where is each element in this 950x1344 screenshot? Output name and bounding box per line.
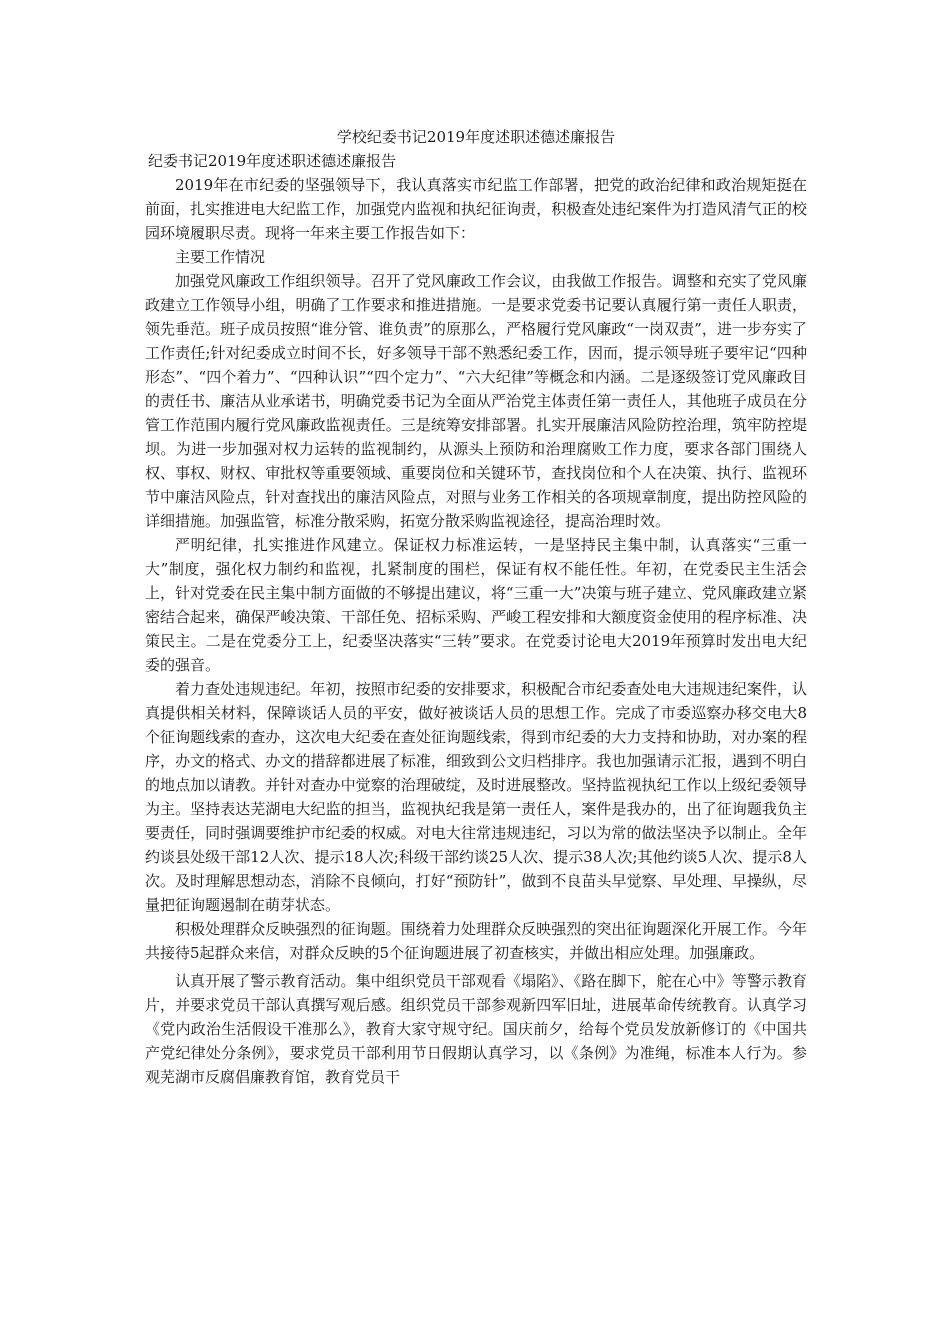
paragraph-discipline: 严明纪律，扎实推进作风建立。保证权力标准运转，一是坚持民主集中制，认真落实“三重一大”制度，强化权力制约和监视，扎紧制度的围栏，保证有权不能任性。年初，在党委民主生活会上，针对党委在民主集中制方面做的不够提出建议，将“三重一大”决策与班子建立、党风廉政建立紧密结合起来，确保严峻决策、干部任免、招标采购、严峻工程安排和大额度资金使用的程序标准、决策民主。二是在党委分工上，纪委坚决落实“三转”要求。在党委讨论电大2019年预算时发出电大纪委的强音。 [145, 536, 807, 674]
document-subtitle: 纪委书记2019年度述职述德述廉报告 [148, 152, 397, 170]
paragraph-organization: 加强党风廉政工作组织领导。召开了党风廉政工作会议，由我做工作报告。调整和充实了党风廉政建立工作领导小组，明确了工作要求和推进措施。一是要求党委书记要认真履行第一责任人职责，领先垂范。班子成员按照“谁分管、谁负责”的原那么，严格履行党风廉政“一岗双责”，进一步夯实了工作责任;针对纪委成立时间不长，好多领导干部不熟悉纪委工作，因而，提示领导班子要牢记“四种形态”、“四个着力”、“四种认识”“四个定力”、“六大纪律”等概念和内涵。二是逐级签订党风廉政目的责任书、廉洁从业承诺书，明确党委书记为全面从严治党主体责任第一责任人，其他班子成员在分管工作范围内履行党风廉政监视责任。三是统筹安排部署。扎实开展廉洁风险防控治理，筑牢防控堤坝。为进一步加强对权力运转的监视制约，从源头上预防和治理腐败工作力度，要求各部门围绕人权、事权、财权、审批权等重要领域、重要岗位和关键环节，查找岗位和个人在决策、执行、监视环节中廉洁风险点，针对查找出的廉洁风险点，对照与业务工作相关的各项规章制度，提出防控风险的详细措施。加强监管，标准分散采购，拓宽分散采购监视途径，提高治理时效。 [145, 272, 807, 530]
paragraph-education: 认真开展了警示教育活动。集中组织党员干部观看《塌陷》、《路在脚下，舵在心中》等警示教育片，并要求党员干部认真撰写观后感。组织党员干部参观新四军旧址，进展革命传统教育。认真学习《党内政治生活假设干准那么》，教育大家守规守纪。国庆前夕，给每个党员发放新修订的《中国共产党纪律处分条例》，要求党员干部利用节日假期认真学习，以《条例》为准绳，标准本人行为。参观芜湖市反腐倡廉教育馆，教育党员干 [145, 972, 807, 1086]
document-title: 学校纪委书记2019年度述职述德述廉报告 [336, 128, 616, 146]
paragraph-intro: 2019年在市纪委的坚强领导下，我认真落实市纪监工作部署，把党的政治纪律和政治规矩挺在前面，扎实推进电大纪监工作，加强党内监视和执纪征询责，积极查处违纪案件为打造风清气正的校园环境履职尽责。现将一年来主要工作报告如下： [145, 176, 807, 242]
paragraph-public-concerns: 积极处理群众反映强烈的征询题。围绕着力处理群众反映强烈的突出征询题深化开展工作。今年共接待5起群众来信，对群众反映的5个征询题进展了初查核实，并做出相应处理。加强廉政。 [145, 920, 807, 962]
document-body [145, 125, 807, 1089]
paragraph-investigation: 着力查处违规违纪。年初，按照市纪委的安排要求，积极配合市纪委查处电大违规违纪案件，认真提供相关材料，保障谈话人员的平安，做好被谈话人员的思想工作。完成了市委巡察办移交电大8个征询题线索的查办，这次电大纪委在查处征询题线索，得到市纪委的大力支持和协助，对办案的程序，办文的格式、办文的措辞都进展了标准，细致到公文归档排序。我也加强请示汇报，遇到不明白的地点加以请教。并针对查办中觉察的治理破绽，及时进展整改。坚持监视执纪工作以上级纪委领导为主。坚持表达芜湖电大纪监的担当，监视执纪我是第一责任人，案件是我办的，出了征询题我负主要责任，同时强调要维护市纪委的权威。对电大往常违规违纪，习以为常的做法坚决予以制止。全年约谈县处级干部12人次、提示18人次;科级干部约谈25人次、提示38人次;其他约谈5人次、提示8人次。及时理解思想动态，消除不良倾向，打好“预防针”，做到不良苗头早觉察、早处理、早操纵，尽量把征询题遏制在萌芽状态。 [145, 680, 807, 914]
section-heading: 主要工作情况 [175, 248, 266, 266]
